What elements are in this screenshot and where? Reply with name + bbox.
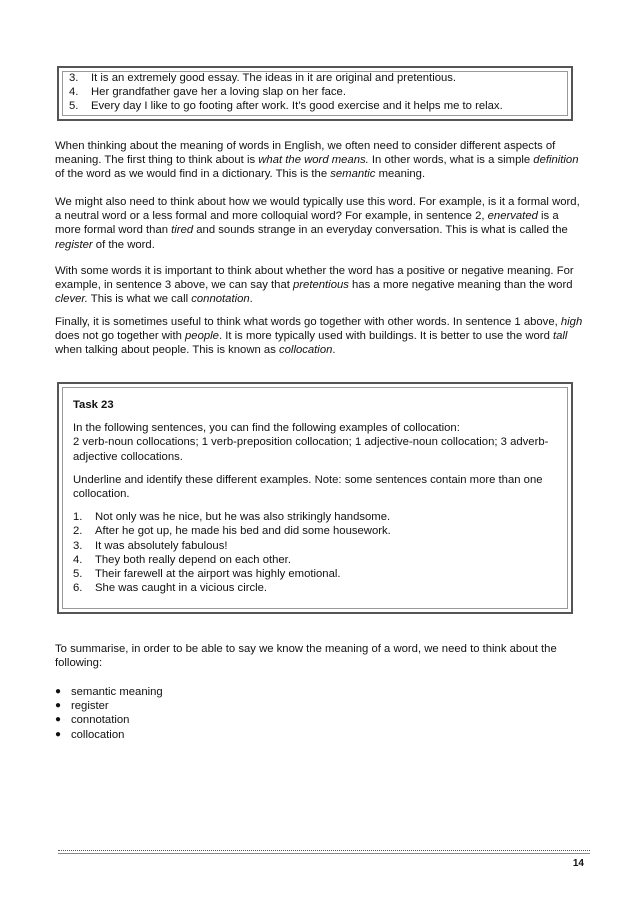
list-item: ● collocation [55, 728, 125, 741]
list-item: 5. Their farewell at the airport was highly emotional. [73, 568, 341, 581]
list-item: ● semantic meaning [55, 686, 163, 698]
page-number: 14 [572, 858, 584, 869]
list-item: ● register [55, 700, 109, 713]
list-item: ● connotation [55, 714, 130, 727]
example-sentences-box [57, 66, 573, 121]
list-item: 5. Every day I like to go footing after work. It’s good exercise and it helps me to relax. [69, 100, 503, 113]
task-intro: In the following sentences, you can find the following examples of collocation: [73, 422, 460, 435]
paragraph-collocation: Finally, it is sometimes useful to think what words go together with other words. In sentence 1 above, high does not go together with people. It is more typically used with buildings. It is better to use the word tall when talking about people. This is known as collocation. [55, 316, 583, 357]
summary-paragraph: To summarise, in order to be able to say we know the meaning of a word, we need to think about the following: [55, 643, 557, 670]
example-sentences-list [69, 71, 503, 114]
task-sentences-list [73, 510, 563, 595]
list-item: 2. After he got up, he made his bed and did some housework. [73, 525, 391, 538]
task-collocation-types: 2 verb-noun collocations; 1 verb-preposition collocation; 1 adjective-noun collocation; 3 adverb-adjective collocations. [73, 436, 549, 463]
bullet-icon: ● [55, 714, 62, 726]
task-box [57, 382, 573, 614]
list-item: 3. It is an extremely good essay. The ideas in it are original and pretentious. [69, 72, 457, 84]
footer-divider [58, 850, 590, 851]
paragraph-connotation: With some words it is important to think about whether the word has a positive or negative meaning. For example, in sentence 3 above, we can say that pretentious has a more negative meaning than the word clever. This is what we call connotation. [55, 265, 574, 306]
footer-divider-solid [58, 853, 590, 854]
summary-bullet-list [55, 685, 163, 742]
paragraph-semantic: When thinking about the meaning of words in English, we often need to consider different aspects of meaning. The first thing to think about is what the word means. In other words, what is a simple definition of the word as we would find in a dictionary. This is the semantic meaning. [55, 140, 579, 181]
list-item: 1. Not only was he nice, but he was also strikingly handsome. [73, 511, 391, 524]
task-instruction: Underline and identify these different examples. Note: some sentences contain more than one collocation. [73, 473, 543, 501]
list-item: 3. It was absolutely fabulous! [73, 539, 228, 552]
list-item: 4. They both really depend on each other. [73, 553, 291, 566]
paragraph-register: We might also need to think about how we would typically use this word. For example, is it a formal word, a neutral word or a less formal and more colloquial word? For example, in sentence 2, enervated is a more formal word than tired and sounds strange in an everyday conversation. This is what is called the register of the word. [55, 196, 580, 251]
bullet-icon: ● [55, 700, 62, 712]
list-item: 4. Her grandfather gave her a loving slap on her face. [69, 86, 346, 99]
task-title: Task 23 [73, 399, 114, 411]
bullet-icon: ● [55, 728, 62, 740]
bullet-icon: ● [55, 686, 62, 697]
list-item: 6. She was caught in a vicious circle. [73, 582, 268, 595]
